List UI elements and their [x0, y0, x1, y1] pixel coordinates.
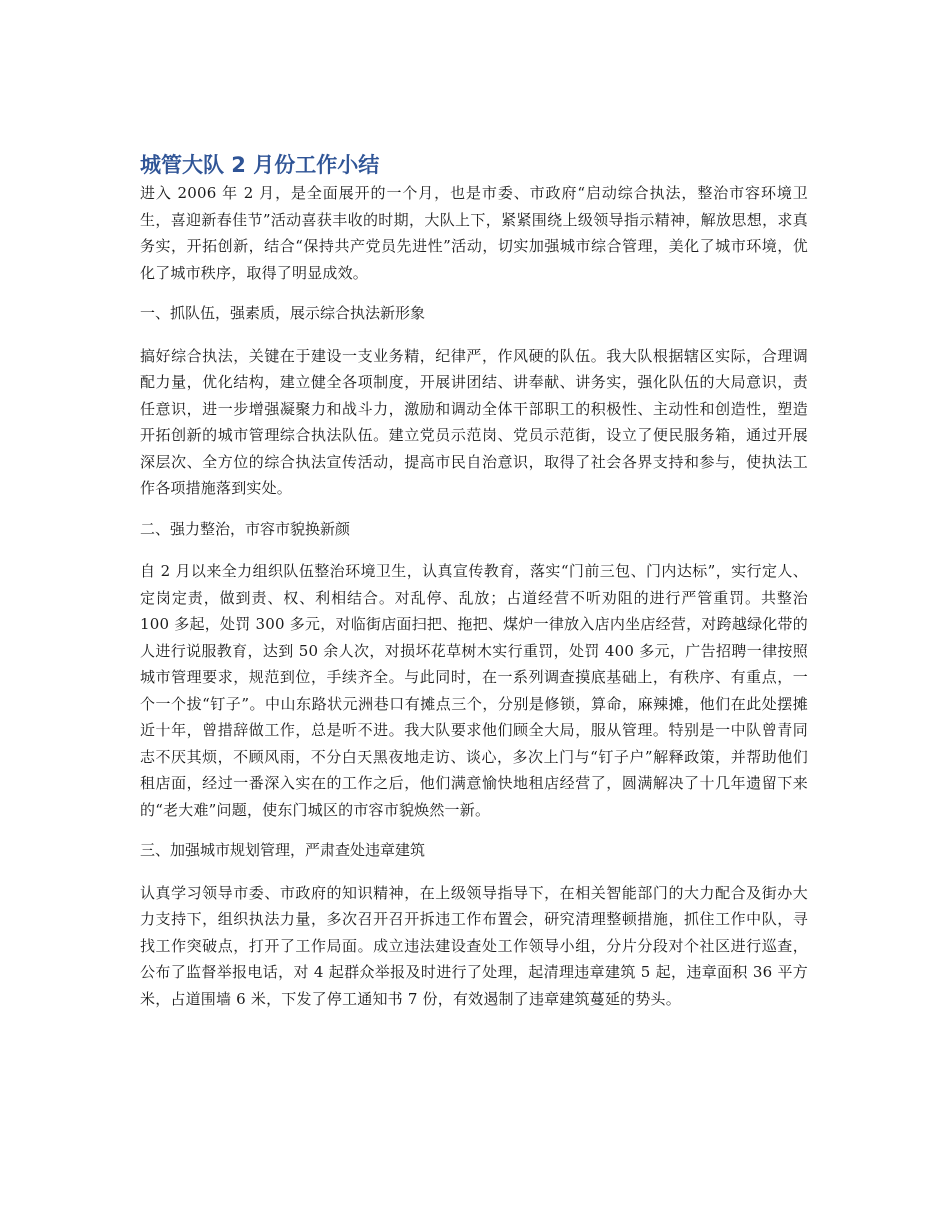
section-heading: 三、加强城市规划管理，严肃查处违章建筑 [140, 841, 426, 859]
section-body: 认真学习领导市委、市政府的知识精神，在上级领导指导下，在相关智能部门的大力配合及街办大力支持下，组织执法力量，多次召开召开拆违工作布置会，研究清理整顿措施，抓住工作中队，寻找工作突破点，打开了工作局面。成立违法建设查处工作领导小组，分片分段对个社区进行巡查，公布了监督举报电话，对 4 起群众举报及时进行了处理，起清理违章建筑 5 起，违章面积 36 平方米，占道围墙 6 米，下发了停工通知书 7 份，有效遏制了违章建筑蔓延的势头。 [140, 883, 808, 1008]
section-1 [140, 300, 808, 502]
section-body: 自 2 月以来全力组织队伍整治环境卫生，认真宣传教育，落实“门前三包、门内达标”，实行定人、定岗定责，做到责、权、利相结合。对乱停、乱放；占道经营不听劝阻的进行严管重罚。共整治 100 多起，处罚 300 多元，对临街店面扫把、拖把、煤炉一律放入店内坐店经营，对跨越绿化带的人进行说服教育，达到 50 余人次，对损坏花草树木实行重罚，处罚 400 多元，广告招聘一律按照城市管理要求，规范到位，手续齐全。与此同时，在一系列调查摸底基础上，有秩序、有重点，一个一个拔“钉子”。中山东路状元洲巷口有摊点三个，分别是修锁，算命，麻辣摊，他们在此处摆摊近十年，曾措辞做工作，总是听不进。我大队要求他们顾全大局，服从管理。特别是一中队曾青同志不厌其烦，不顾风雨，不分白天黑夜地走访、谈心，多次上门与“钉子户”解释政策，并帮助他们租店面，经过一番深入实在的工作之后，他们满意愉快地租店经营了，圆满解决了十几年遗留下来的“老大难”问题，使东门城区的市容市貌焕然一新。 [140, 562, 808, 819]
intro-paragraph: 进入 2006 年 2 月，是全面展开的一个月，也是市委、市政府“启动综合执法，整治市容环境卫生，喜迎新春佳节”活动喜获丰收的时期，大队上下，紧紧围绕上级领导指示精神，解放思想，求真务实，开拓创新，结合“保持共产党员先进性”活动，切实加强城市综合管理，美化了城市环境，优化了城市秩序，取得了明显成效。 [140, 184, 808, 282]
document-content [140, 150, 808, 1026]
section-2 [140, 516, 808, 824]
section-heading: 一、抓队伍，强素质，展示综合执法新形象 [140, 304, 426, 322]
document-title: 城管大队 2 月份工作小结 [140, 153, 380, 177]
section-heading: 二、强力整治，市容市貌换新颜 [140, 519, 351, 538]
section-3 [140, 837, 808, 1012]
section-body: 搞好综合执法，关键在于建设一支业务精，纪律严，作风硬的队伍。我大队根据辖区实际，合理调配力量，优化结构，建立健全各项制度，开展讲团结、讲奉献、讲务实，强化队伍的大局意识，责任意识，进一步增强凝聚力和战斗力，激励和调动全体干部职工的积极性、主动性和创造性，塑造开拓创新的城市管理综合执法队伍。建立党员示范岗、党员示范街，设立了便民服务箱，通过开展深层次、全方位的综合执法宣传活动，提高市民自治意识，取得了社会各界支持和参与，使执法工作各项措施落到实处。 [140, 346, 808, 497]
